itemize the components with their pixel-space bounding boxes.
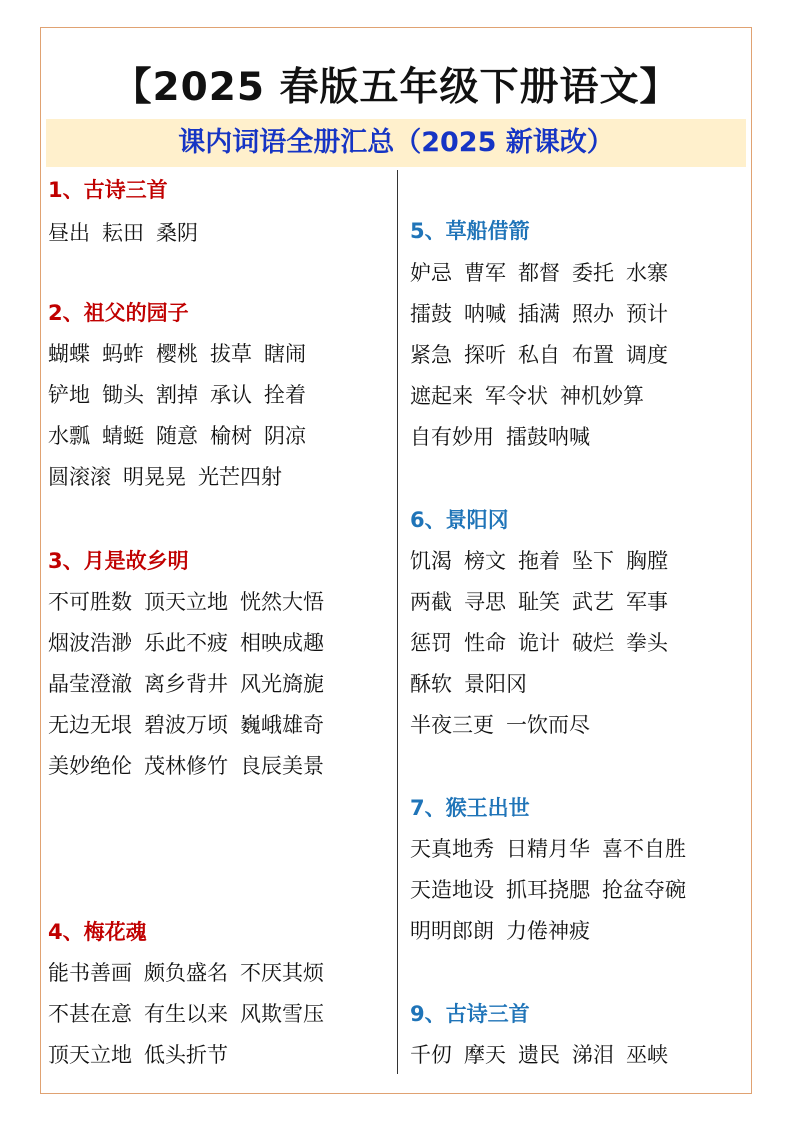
word-row — [410, 710, 590, 740]
vocab-word: 呐喊 — [464, 302, 506, 326]
vocab-word: 探听 — [464, 343, 506, 367]
vocab-word: 擂鼓 — [410, 302, 452, 326]
word-row — [48, 751, 324, 781]
vocab-word: 碧波万顷 — [144, 713, 228, 737]
section-title: 9、古诗三首 — [410, 1002, 530, 1026]
word-row — [410, 299, 668, 329]
vocab-word: 委托 — [572, 261, 614, 285]
word-row — [48, 421, 306, 451]
vocab-word: 照办 — [572, 302, 614, 326]
word-row — [410, 587, 668, 617]
vocab-word: 拖着 — [518, 549, 560, 573]
vocab-word: 遮起来 — [410, 384, 473, 408]
vocab-word: 低头折节 — [144, 1043, 228, 1067]
vocab-word: 抢盆夺碗 — [602, 878, 686, 902]
section-title: 4、梅花魂 — [48, 920, 147, 944]
vocab-word: 天造地设 — [410, 878, 494, 902]
word-row — [48, 958, 324, 988]
vocab-word: 遗民 — [518, 1043, 560, 1067]
vocab-word: 巍峨雄奇 — [240, 713, 324, 737]
word-row — [410, 628, 668, 658]
word-row — [48, 710, 324, 740]
vocab-word: 明晃晃 — [123, 465, 186, 489]
vocab-word: 军事 — [626, 590, 668, 614]
vocab-word: 千仞 — [410, 1043, 452, 1067]
vocab-word: 瞎闹 — [264, 342, 306, 366]
vocab-word: 胸膛 — [626, 549, 668, 573]
vocab-word: 坠下 — [572, 549, 614, 573]
vocab-word: 惩罚 — [410, 631, 452, 655]
page-title: 【2025 春版五年级下册语文】 — [112, 65, 680, 110]
vocab-word: 破烂 — [572, 631, 614, 655]
word-row — [410, 669, 527, 699]
vocab-word: 锄头 — [102, 383, 144, 407]
word-row — [48, 1040, 228, 1070]
word-row — [410, 546, 668, 576]
word-row — [48, 339, 306, 369]
vocab-word: 顶天立地 — [48, 1043, 132, 1067]
vocab-word: 昼出 — [48, 221, 90, 245]
vocab-word: 不甚在意 — [48, 1002, 132, 1026]
vocab-word: 神机妙算 — [560, 384, 644, 408]
vocab-word: 两截 — [410, 590, 452, 614]
vocab-word: 烟波浩渺 — [48, 631, 132, 655]
column-divider — [397, 170, 398, 1074]
vocab-word: 榜文 — [464, 549, 506, 573]
vocab-word: 半夜三更 — [410, 713, 494, 737]
page-subtitle: 课内词语全册汇总（2025 新课改） — [178, 127, 614, 158]
section-title: 2、祖父的园子 — [48, 301, 189, 325]
vocab-word: 能书善画 — [48, 961, 132, 985]
vocab-word: 阴凉 — [264, 424, 306, 448]
word-row — [410, 916, 590, 946]
vocab-word: 寻思 — [464, 590, 506, 614]
section-title: 5、草船借箭 — [410, 219, 530, 243]
word-row — [48, 380, 306, 410]
vocab-word: 日精月华 — [506, 837, 590, 861]
section-title: 1、古诗三首 — [48, 178, 168, 202]
vocab-word: 蝴蝶 — [48, 342, 90, 366]
word-row — [410, 422, 590, 452]
vocab-word: 天真地秀 — [410, 837, 494, 861]
vocab-word: 美妙绝伦 — [48, 754, 132, 778]
vocab-word: 酥软 — [410, 672, 452, 696]
vocab-word: 紧急 — [410, 343, 452, 367]
vocab-word: 自有妙用 — [410, 425, 494, 449]
vocab-word: 风欺雪压 — [240, 1002, 324, 1026]
vocab-word: 有生以来 — [144, 1002, 228, 1026]
vocab-word: 一饮而尽 — [506, 713, 590, 737]
vocab-word: 插满 — [518, 302, 560, 326]
vocab-word: 巫峡 — [626, 1043, 668, 1067]
vocab-word: 乐此不疲 — [144, 631, 228, 655]
vocab-word: 不可胜数 — [48, 590, 132, 614]
vocab-word: 耘田 — [102, 221, 144, 245]
vocab-word: 离乡背井 — [144, 672, 228, 696]
vocab-word: 布置 — [572, 343, 614, 367]
vocab-word: 无边无垠 — [48, 713, 132, 737]
vocab-word: 力倦神疲 — [506, 919, 590, 943]
vocab-word: 擂鼓呐喊 — [506, 425, 590, 449]
vocab-word: 妒忌 — [410, 261, 452, 285]
vocab-word: 军令状 — [485, 384, 548, 408]
vocab-word: 水瓢 — [48, 424, 90, 448]
vocab-word: 调度 — [626, 343, 668, 367]
vocab-word: 相映成趣 — [240, 631, 324, 655]
section-title: 6、景阳冈 — [410, 508, 509, 532]
vocab-word: 蜻蜓 — [102, 424, 144, 448]
vocab-word: 随意 — [156, 424, 198, 448]
vocab-word: 涕泪 — [572, 1043, 614, 1067]
word-row — [48, 218, 198, 248]
vocab-word: 私自 — [518, 343, 560, 367]
word-row — [48, 587, 324, 617]
vocab-word: 景阳冈 — [464, 672, 527, 696]
vocab-word: 晶莹澄澈 — [48, 672, 132, 696]
word-row — [410, 340, 668, 370]
word-row — [48, 462, 282, 492]
vocab-word: 武艺 — [572, 590, 614, 614]
vocab-word: 割掉 — [156, 383, 198, 407]
word-row — [410, 381, 644, 411]
word-row — [48, 999, 324, 1029]
vocab-word: 桑阴 — [156, 221, 198, 245]
vocab-word: 蚂蚱 — [102, 342, 144, 366]
word-row — [410, 258, 668, 288]
vocab-word: 茂林修竹 — [144, 754, 228, 778]
vocab-word: 水寨 — [626, 261, 668, 285]
vocab-word: 明明郎朗 — [410, 919, 494, 943]
vocab-word: 饥渴 — [410, 549, 452, 573]
word-row — [48, 628, 324, 658]
vocab-word: 良辰美景 — [240, 754, 324, 778]
vocab-word: 摩天 — [464, 1043, 506, 1067]
vocab-word: 圆滚滚 — [48, 465, 111, 489]
vocab-word: 不厌其烦 — [240, 961, 324, 985]
word-row — [410, 875, 686, 905]
vocab-word: 顶天立地 — [144, 590, 228, 614]
vocab-word: 曹军 — [464, 261, 506, 285]
section-title: 7、猴王出世 — [410, 796, 530, 820]
word-row — [410, 834, 686, 864]
vocab-word: 风光旖旎 — [240, 672, 324, 696]
word-row — [48, 669, 324, 699]
vocab-word: 拴着 — [264, 383, 306, 407]
vocab-word: 抓耳挠腮 — [506, 878, 590, 902]
vocab-word: 诡计 — [518, 631, 560, 655]
vocab-word: 铲地 — [48, 383, 90, 407]
vocab-word: 耻笑 — [518, 590, 560, 614]
section-title: 3、月是故乡明 — [48, 549, 189, 573]
vocab-word: 都督 — [518, 261, 560, 285]
vocab-word: 拳头 — [626, 631, 668, 655]
vocab-word: 颇负盛名 — [144, 961, 228, 985]
vocab-word: 光芒四射 — [198, 465, 282, 489]
vocab-word: 拔草 — [210, 342, 252, 366]
vocab-word: 性命 — [464, 631, 506, 655]
vocab-word: 恍然大悟 — [240, 590, 324, 614]
word-row — [410, 1040, 668, 1070]
vocab-word: 承认 — [210, 383, 252, 407]
vocab-word: 樱桃 — [156, 342, 198, 366]
vocab-word: 预计 — [626, 302, 668, 326]
vocab-word: 榆树 — [210, 424, 252, 448]
vocab-word: 喜不自胜 — [602, 837, 686, 861]
